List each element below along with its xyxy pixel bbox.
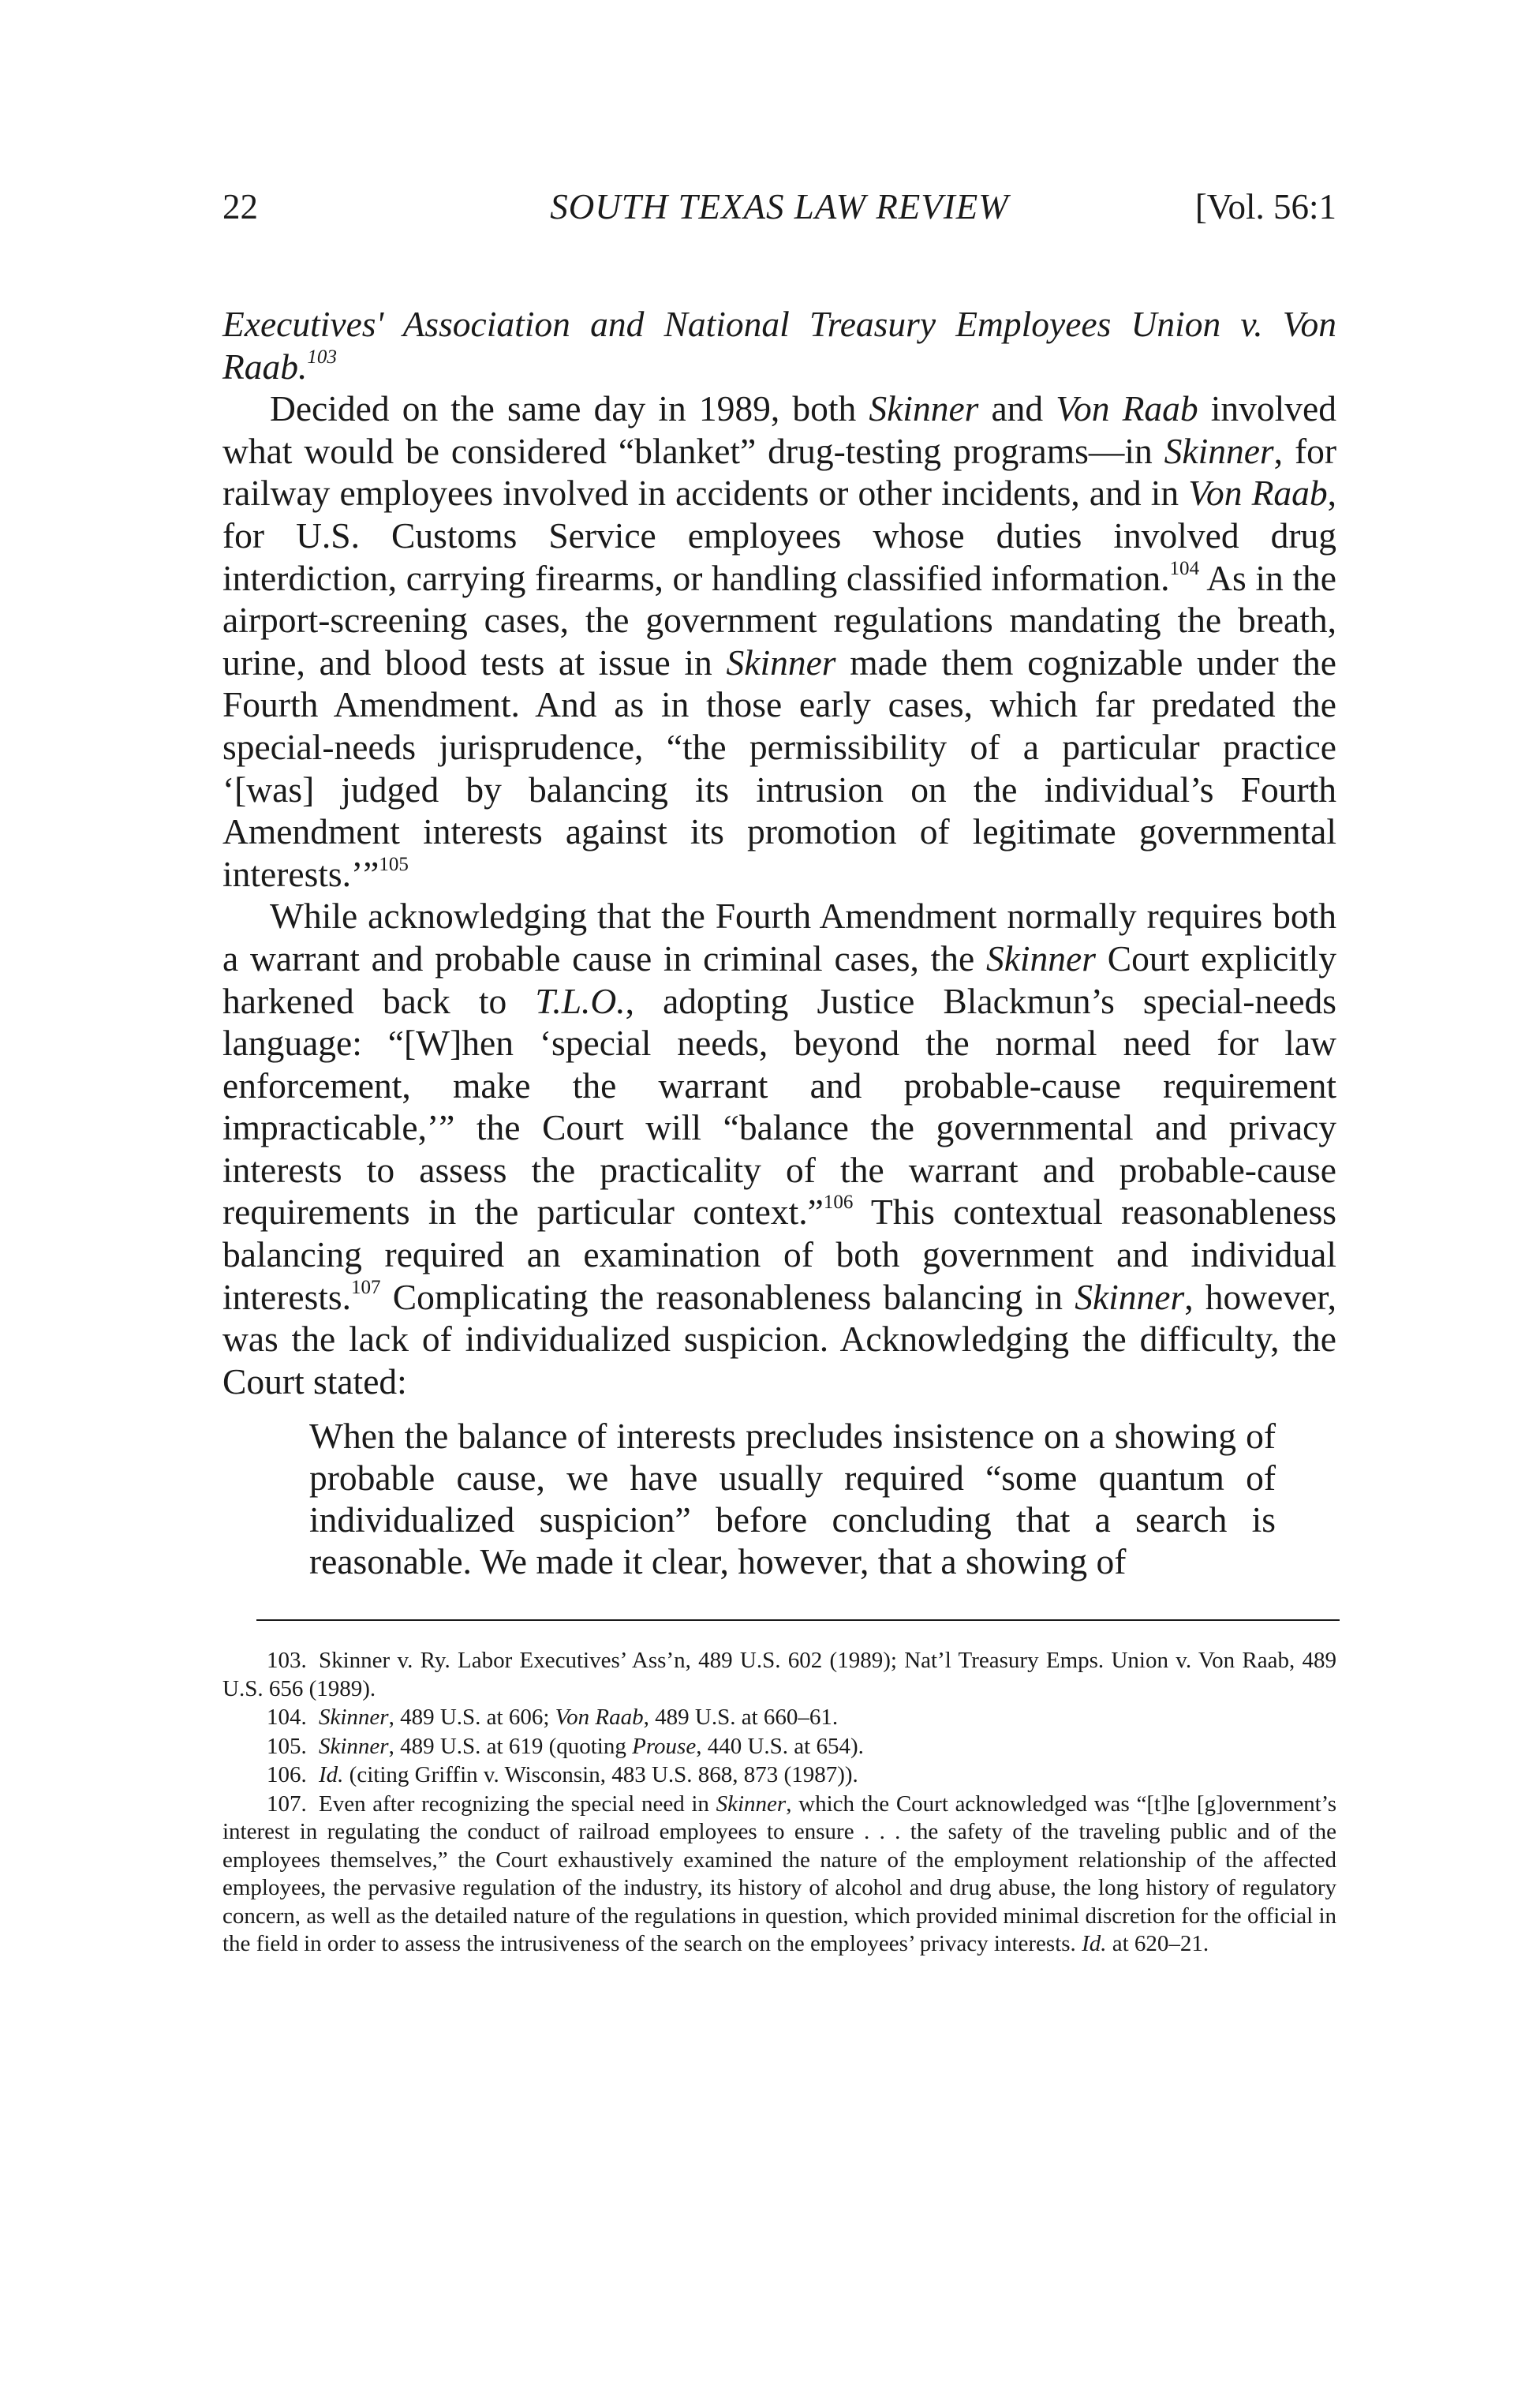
case-name: Skinner xyxy=(985,938,1096,979)
main-text xyxy=(222,303,1336,1402)
footnote-number: 107. xyxy=(267,1791,307,1817)
footnote-text: Even after recognizing the special need in xyxy=(319,1791,716,1817)
footnote-number: 104. xyxy=(267,1705,307,1730)
footnote-number: 103. xyxy=(267,1648,307,1673)
footnote-text: (citing Griffin v. Wisconsin, 483 U.S. 868, 873 (1987)). xyxy=(343,1762,858,1787)
text-run: made them cognizable under the Fourth Amendment. And as in those early cases, which far predated the special-needs jurisprudence, “the permissibility of a particular practice ‘[was] judged by balancing its intrusion on the individual’s Fourth Amendment interests against its promotion of legitimate governmental interests.’” xyxy=(222,642,1336,894)
footnote-ref-107: 107 xyxy=(351,1276,381,1298)
journal-title: SOUTH TEXAS LAW REVIEW xyxy=(550,187,1009,226)
footnote-text: at 620–21. xyxy=(1106,1931,1209,1956)
footnote-107 xyxy=(222,1791,1336,1959)
footnote-number: 105. xyxy=(267,1733,307,1759)
case-name: Skinner xyxy=(1164,430,1274,471)
case-name: Von Raab xyxy=(1188,473,1328,514)
footnote-number: 106. xyxy=(267,1762,307,1787)
case-name: Skinner xyxy=(319,1705,389,1730)
footnote-105 xyxy=(222,1733,1336,1761)
footnote-text: Skinner v. Ry. Labor Executives’ Ass’n, 489 U.S. 602 (1989); Nat’l Treasury Emps. Union v. Von Raab, 489 U.S. 656 (1989). xyxy=(222,1648,1336,1701)
text-run: This contextual reasonableness balancing required an examination of both government and individual interests. xyxy=(222,1192,1336,1317)
text-run: Court explicitly harkened back to xyxy=(222,938,1336,1021)
text-run: As in the airport-screening cases, the government regulations mandating the breath, urine, and blood tests at issue in xyxy=(222,557,1336,683)
paragraph-3 xyxy=(222,895,1336,1402)
case-name: Skinner xyxy=(319,1733,389,1759)
footnote-text: , 489 U.S. at 606; xyxy=(388,1705,555,1730)
footnote-ref-106: 106 xyxy=(823,1192,854,1214)
text-run: and xyxy=(978,388,1056,429)
case-name: Skinner xyxy=(869,388,979,429)
text-run: Decided on the same day in 1989, both xyxy=(270,388,869,429)
footnote-text: , 489 U.S. at 619 (quoting xyxy=(388,1733,633,1759)
paragraph-1-text: Executives' Association and National Treasury Employees Union v. Von Raab. xyxy=(222,304,1336,387)
page-number: 22 xyxy=(222,187,258,226)
text-run: involved what would be considered “blanket” drug-testing programs—in xyxy=(222,388,1337,471)
text-run: While acknowledging that the Fourth Amendment normally requires both a warrant and probable cause in criminal cases, the xyxy=(222,896,1336,979)
footnote-text: , 489 U.S. at 660–61. xyxy=(643,1705,839,1730)
case-name: Skinner xyxy=(726,642,836,683)
case-name: Von Raab xyxy=(1056,388,1198,429)
footnote-106 xyxy=(222,1761,1336,1790)
block-quote-text: When the balance of interests precludes insistence on a showing of probable cause, we have usually required “some quantum of individualized suspicion” before concluding that a search is reasonable. We made it clear, however, that a showing of xyxy=(309,1416,1276,1581)
case-name: Skinner xyxy=(1075,1276,1185,1317)
footnote-text: , 440 U.S. at 654). xyxy=(696,1733,864,1759)
text-run: , however, was the lack of individualized suspicion. Acknowledging the difficulty, the Court stated: xyxy=(222,1276,1336,1402)
footnote-text: , which the Court acknowledged was “[t]he [g]overnment’s interest in regulating the conduct of railroad employees to ensure . . . the safety of the traveling public and of the employees themselves,” the Court exhaustively examined the nature of the employment relationship of the affected employees, the pervasive regulation of the industry, its history of alcohol and drug abuse, the long history of regulatory concern, as well as the detailed nature of the regulations in question, which provided minimal discretion for the official in the field in order to assess the intrusiveness of the search on the employees’ privacy interests. xyxy=(222,1791,1336,1956)
text-run: , for U.S. Customs Service employees whose duties involved drug interdiction, carrying firearms, or handling classified information. xyxy=(222,473,1336,598)
paragraph-2 xyxy=(222,387,1336,895)
case-name: Von Raab xyxy=(555,1705,644,1730)
paragraph-1 xyxy=(222,303,1336,387)
signal-id: Id. xyxy=(1082,1931,1107,1956)
signal-id: Id. xyxy=(319,1762,344,1787)
case-name: Prouse xyxy=(632,1733,697,1759)
text-run: , for railway employees involved in accidents or other incidents, and in xyxy=(222,430,1336,514)
footnote-104 xyxy=(222,1704,1336,1732)
text-run: Complicating the reasonableness balancing in xyxy=(380,1276,1075,1317)
footnotes xyxy=(222,1647,1336,1959)
footnote-ref-103: 103 xyxy=(307,346,337,368)
running-header xyxy=(222,183,1336,230)
case-name: T.L.O. xyxy=(535,980,626,1021)
text-run: , adopting Justice Blackmun’s special-needs language: “[W]hen ‘special needs, beyond the normal need for law enforcement, make the warrant and probable-cause requirement impracticable,’” the Court will “balance the governmental and privacy interests to assess the practicality of the warrant and probable-cause requirements in the particular context.” xyxy=(222,980,1336,1233)
case-name: Skinner xyxy=(716,1791,787,1817)
footnote-divider xyxy=(256,1619,1340,1621)
footnote-ref-105: 105 xyxy=(379,853,409,875)
volume-label: [Vol. 56:1 xyxy=(1194,187,1336,226)
footnote-103 xyxy=(222,1647,1336,1703)
block-quote xyxy=(309,1415,1276,1582)
footnote-ref-104: 104 xyxy=(1169,557,1200,579)
